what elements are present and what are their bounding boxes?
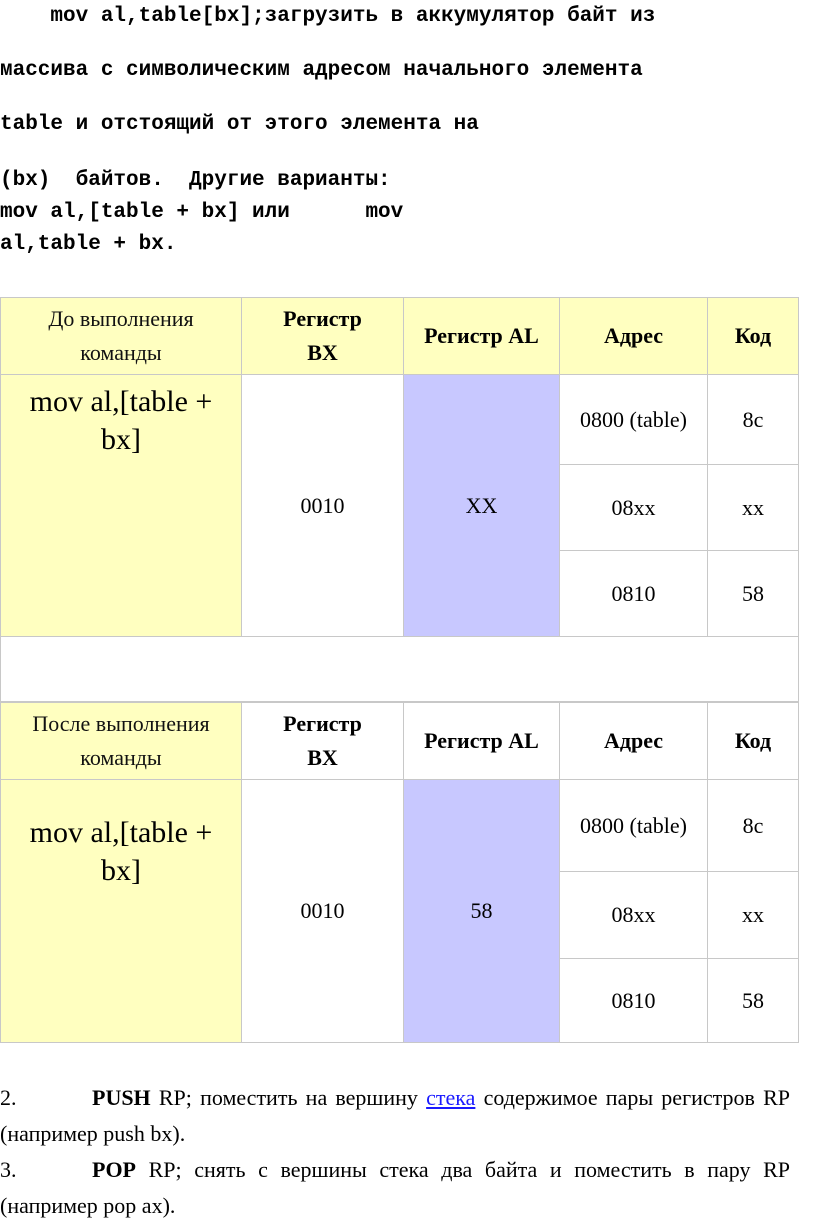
memory-address: 08xx bbox=[560, 872, 708, 959]
item-number: 2. bbox=[0, 1085, 17, 1110]
memory-address: 0810 bbox=[560, 551, 708, 637]
before-label: До выполнения команды bbox=[48, 306, 194, 365]
header-bx bbox=[242, 703, 404, 780]
after-al-cell bbox=[404, 780, 560, 1043]
header-address bbox=[560, 703, 708, 780]
before-al-value: XX bbox=[465, 492, 498, 518]
intro-line-3: table и отстоящий от этого элемента на bbox=[0, 113, 479, 136]
memory-address: 0810 bbox=[560, 959, 708, 1043]
before-al-cell bbox=[404, 375, 560, 637]
after-command-cell bbox=[1, 780, 242, 1043]
header-address bbox=[560, 298, 708, 375]
header-address-text: Адрес bbox=[603, 728, 664, 753]
memory-code: 8c bbox=[708, 780, 799, 872]
header-address-text: Адрес bbox=[603, 323, 664, 348]
memory-address: 08xx bbox=[560, 465, 708, 551]
memory-code: 58 bbox=[708, 551, 799, 637]
memory-code: 58 bbox=[708, 959, 799, 1043]
header-bx-text: Регистр BX bbox=[283, 711, 362, 770]
table-spacer-row bbox=[1, 637, 799, 702]
after-label: После выполнения команды bbox=[32, 711, 210, 770]
after-bx-value: 0010 bbox=[300, 898, 345, 923]
after-label-cell bbox=[1, 703, 242, 780]
before-label-cell bbox=[1, 298, 242, 375]
pop-keyword: POP bbox=[92, 1157, 136, 1182]
header-al bbox=[404, 298, 560, 375]
header-code-text: Код bbox=[734, 323, 772, 348]
paragraph-pop bbox=[0, 1152, 790, 1224]
before-command: mov al,[table + bx] bbox=[29, 385, 213, 456]
before-command-cell bbox=[1, 375, 242, 637]
push-text-before-link: RP; поместить на вершину bbox=[150, 1085, 427, 1110]
pop-text: RP; снять с вершины стека два байта и поместить в пару RP (например pop ax). bbox=[0, 1157, 790, 1218]
header-code bbox=[708, 298, 799, 375]
intro-line-1: mov al,table[bx];загрузить в аккумулятор байт из bbox=[0, 5, 656, 28]
item-number: 3. bbox=[0, 1157, 17, 1182]
memory-code: 8c bbox=[708, 375, 799, 465]
header-code-text: Код bbox=[734, 728, 772, 753]
intro-line-5: mov al,[table + bx] или mov bbox=[0, 201, 404, 224]
after-table bbox=[0, 702, 799, 1043]
header-code bbox=[708, 703, 799, 780]
memory-code: xx bbox=[708, 465, 799, 551]
before-bx-cell bbox=[242, 375, 404, 637]
after-command: mov al,[table + bx] bbox=[29, 816, 213, 887]
intro-line-4: (bx) байтов. Другие варианты: bbox=[0, 169, 391, 192]
intro-line-2: массива с символическим адресом начального элемента bbox=[0, 59, 643, 82]
header-al bbox=[404, 703, 560, 780]
after-bx-cell bbox=[242, 780, 404, 1043]
before-bx-value: 0010 bbox=[300, 492, 345, 518]
memory-code: xx bbox=[708, 872, 799, 959]
memory-address: 0800 (table) bbox=[560, 375, 708, 465]
before-table bbox=[0, 297, 799, 702]
memory-address: 0800 (table) bbox=[560, 780, 708, 872]
header-bx bbox=[242, 298, 404, 375]
after-al-value: 58 bbox=[470, 898, 493, 923]
push-text-after-link: содержимое пары регистров RP (например push bx). bbox=[0, 1085, 791, 1146]
header-al-text: Регистр AL bbox=[424, 323, 539, 348]
header-al-text: Регистр AL bbox=[424, 728, 539, 753]
intro-line-6: al,table + bx. bbox=[0, 233, 177, 256]
paragraph-push bbox=[0, 1080, 790, 1152]
stack-link[interactable]: стека bbox=[426, 1085, 476, 1110]
header-bx-text: Регистр BX bbox=[283, 306, 362, 365]
push-keyword: PUSH bbox=[92, 1085, 151, 1110]
